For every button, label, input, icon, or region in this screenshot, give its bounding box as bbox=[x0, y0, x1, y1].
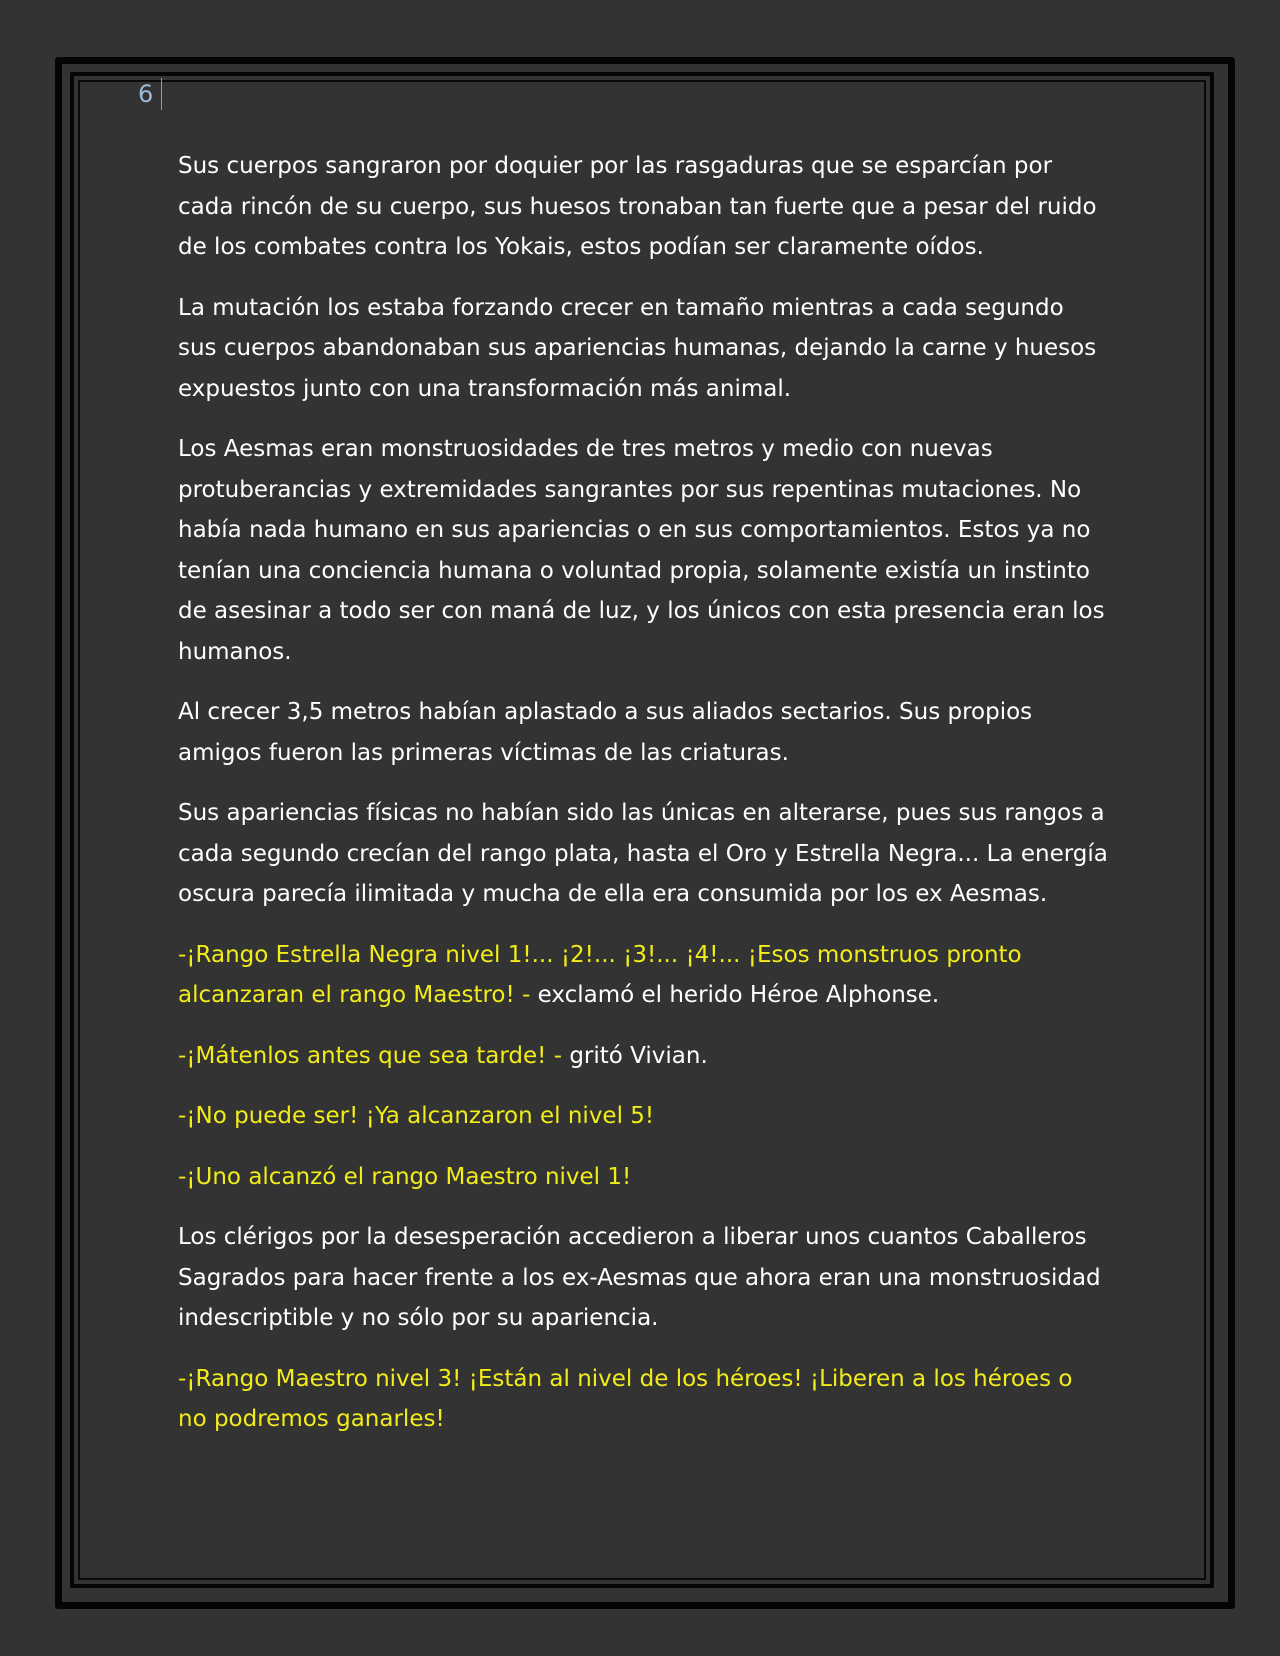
narration-line: gritó Vivian. bbox=[562, 1042, 708, 1069]
dialogue-line: -¡Rango Maestro nivel 3! ¡Están al nivel de los héroes! ¡Liberen a los héroes o no podremos ganarles! bbox=[178, 1365, 1073, 1432]
dialogue-line: -¡Rango Estrella Negra nivel 1!... ¡2!... ¡3!... ¡4!... ¡Esos monstruos pronto alcanzaran el rango Maestro! - bbox=[178, 941, 1022, 1008]
dialogue-paragraph-11 bbox=[178, 1359, 1108, 1440]
dialogue-paragraph-6 bbox=[178, 935, 1108, 1016]
dialogue-line: -¡No puede ser! ¡Ya alcanzaron el nivel 5! bbox=[178, 1103, 655, 1129]
paragraph-2: La mutación los estaba forzando crecer en tamaño mientras a cada segundo sus cuerpos abandonaban sus apariencias humanas, dejando la carne y huesos expuestos junto con una transformación más animal. bbox=[178, 294, 1097, 402]
paragraph-1: Sus cuerpos sangraron por doquier por las rasgaduras que se esparcían por cada rincón de su cuerpo, sus huesos tronaban tan fuerte que a pesar del ruido de los combates contra los Yokais, estos podían ser claramente oídos. bbox=[178, 153, 1097, 260]
page-number: 6 bbox=[138, 78, 162, 110]
dialogue-line: -¡Mátenlos antes que sea tarde! - bbox=[178, 1042, 563, 1069]
dialogue-paragraph-7 bbox=[178, 1036, 1108, 1077]
paragraph-5: Sus apariencias físicas no habían sido las únicas en alterarse, pues sus rangos a cada segundo crecían del rango plata, hasta el Oro y Estrella Negra... La energía oscura parecía ilimitada y mucha de ella era consumida por los ex Aesmas. bbox=[178, 800, 1108, 907]
paragraph-10: Los clérigos por la desesperación accedieron a liberar unos cuantos Caballeros Sagrados para hacer frente a los ex-Aesmas que ahora eran una monstruosidad indescriptible y no sólo por su apariencia. bbox=[178, 1224, 1101, 1331]
paragraph-4: Al crecer 3,5 metros habían aplastado a sus aliados sectarios. Sus propios amigos fueron las primeras víctimas de las criaturas. bbox=[178, 699, 1033, 766]
dialogue-line: -¡Uno alcanzó el rango Maestro nivel 1! bbox=[178, 1163, 632, 1190]
dialogue-paragraph-9 bbox=[178, 1157, 1108, 1198]
paragraph-3: Los Aesmas eran monstruosidades de tres metros y medio con nuevas protuberancias y extremidades sangrantes por sus repentinas mutaciones. No había nada humano en sus apariencias o en sus comportamientos. Estos ya no tenían una conciencia humana o voluntad propia, solamente existía un instinto de asesinar a todo ser con maná de luz, y los únicos con esta presencia eran los humanos. bbox=[178, 436, 1105, 665]
narration-line: exclamó el herido Héroe Alphonse. bbox=[530, 982, 940, 1008]
story-text bbox=[178, 146, 1108, 1460]
dialogue-paragraph-8 bbox=[178, 1096, 1108, 1137]
